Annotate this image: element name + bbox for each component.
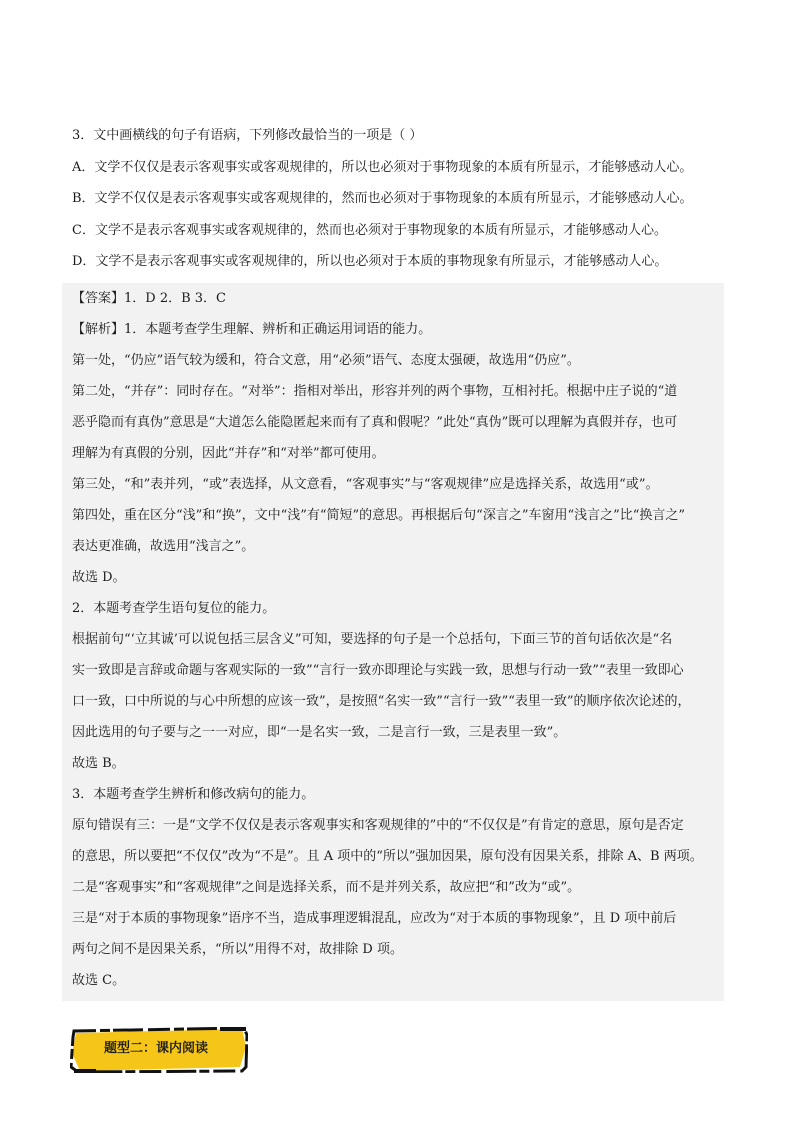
option-b: B．文学不仅仅是表示客观事实或客观规律的，然而也必须对于事物现象的本质有所显示，才能够感动人心。 [72, 191, 693, 206]
answer-line: 【答案】1．D 2．B 3．C [72, 291, 227, 306]
answer-line: 理解为有真假的分别，因此“并存”和“对举”都可使用。 [72, 446, 385, 461]
answer-line: 恶乎隐而有真伪”意思是“大道怎么能隐匿起来而有了真和假呢？”此处“真伪”既可以理解为真假并存，也可 [72, 415, 678, 430]
section-banner [70, 1027, 248, 1073]
answer-line: 第四处，重在区分“浅”和“换”，文中“浅”有“简短”的意思。再根据后句“深言之”车窗用“浅言之”比“换言之” [72, 508, 686, 523]
answer-line: 第三处，“和”表并列，“或”表选择，从文意看，“客观事实”与“客观规律”应是选择关系，故选用“或”。 [72, 477, 659, 492]
option-c: C．文学不是表示客观事实或客观规律的，然而也必须对于事物现象的本质有所显示，才能够感动人心。 [72, 222, 667, 238]
answer-line: 【解析】1．本题考查学生理解、辨析和正确运用词语的能力。 [72, 322, 432, 337]
banner-label: 题型二：课内阅读 [104, 1041, 209, 1056]
answer-line: 三是“对于本质的事物现象”语序不当，造成事理逻辑混乱，应改为“对于本质的事物现象”，且 D 项中前后 [72, 911, 677, 926]
option-a: A．文学不仅仅是表示客观事实或客观规律的，所以也必须对于事物现象的本质有所显示，才能够感动人心。 [72, 159, 693, 175]
answer-line: 口一致，口中所说的与心中所想的应该一致”，是按照“名实一致”“言行一致”“表里一致”的顺序依次论述的， [72, 694, 691, 709]
answer-line: 2．本题考查学生语句复位的能力。 [72, 601, 276, 616]
answer-line: 的意思，所以要把“不仅仅”改为“不是”。且 A 项中的“所以”强加因果，原句没有因果关系，排除 A、B 两项。 [72, 849, 703, 864]
answer-explanation-box [62, 283, 724, 1001]
question-block [72, 128, 732, 286]
answer-line: 故选 C。 [72, 973, 126, 988]
answer-line: 实一致即是言辞或命题与客观实际的一致”“言行一致亦即理论与实践一致，思想与行动一致”“表里一致即心 [72, 663, 684, 678]
answer-line: 两句之间不是因果关系，“所以”用得不对，故排除 D 项。 [72, 942, 403, 957]
option-d: D．文学不是表示客观事实或客观规律的，所以也必须对于本质的事物现象有所显示，才能够感动人心。 [72, 254, 668, 269]
answer-line: 原句错误有三：一是“文学不仅仅是表示客观事实和客观规律的”中的“不仅仅是”有肯定的意思，原句是否定 [72, 818, 684, 833]
answer-line: 二是“客观事实”和“客观规律”之间是选择关系，而不是并列关系，故应把“和”改为“或”。 [72, 880, 581, 895]
answer-line: 3．本题考查学生辨析和修改病句的能力。 [72, 787, 315, 802]
answer-line: 第二处，“并存”：同时存在。“对举”：指相对举出，形容并列的两个事物，互相衬托。根据中庄子说的“道 [72, 384, 678, 399]
answer-line: 根据前句“‘立其诚’可以说包括三层含义”可知，要选择的句子是一个总括句，下面三节的首句话依次是“名 [72, 632, 673, 647]
question-stem: 3．文中画横线的句子有语病，下列修改最恰当的一项是（ ） [72, 128, 423, 143]
answer-line: 表达更准确，故选用“浅言之”。 [72, 539, 255, 554]
answer-line: 故选 B。 [72, 756, 125, 771]
answer-line: 因此选用的句子要与之一一对应，即“一是名实一致，二是言行一致，三是表里一致”。 [72, 725, 567, 740]
answer-line: 第一处，“仍应”语气较为缓和，符合文意，用“必须”语气、态度太强硬，故选用“仍应”。 [72, 353, 580, 368]
answer-line: 故选 D。 [72, 570, 126, 585]
